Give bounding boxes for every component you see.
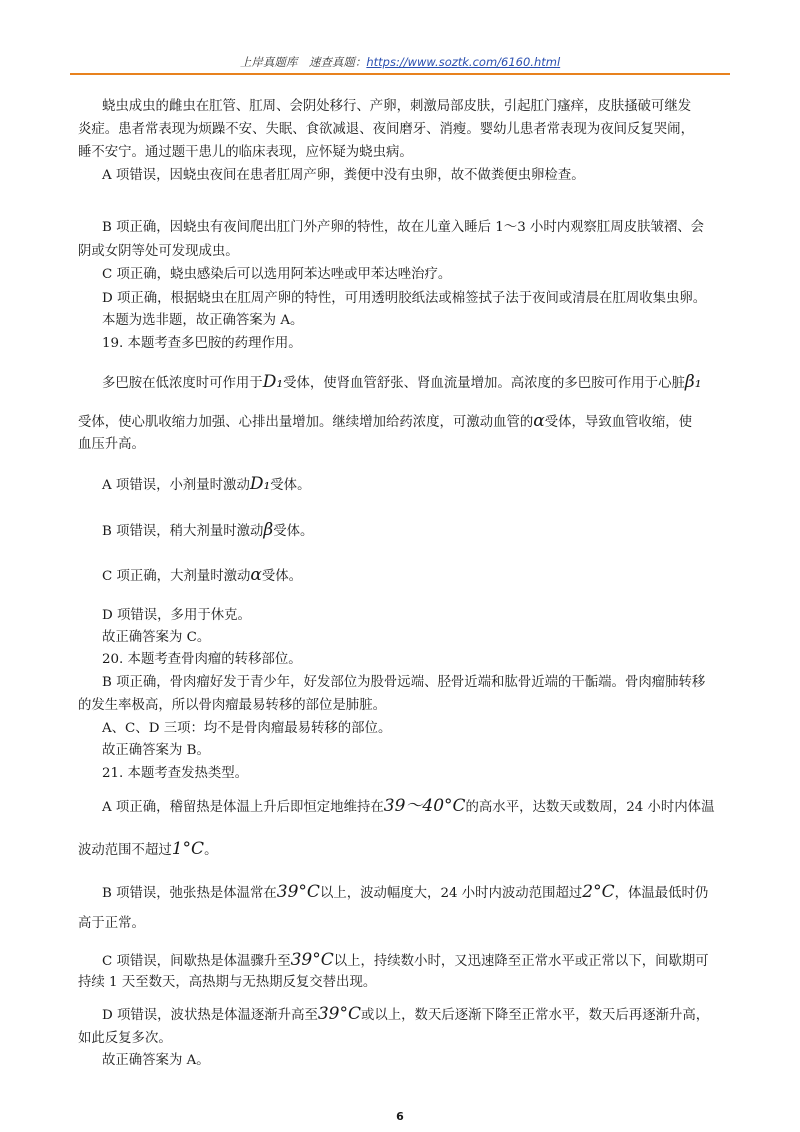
math-2c: 2°C bbox=[582, 882, 615, 902]
option-line: 持续 1 天至数天，高热期与无热期反复交替出现。 bbox=[78, 975, 377, 990]
question-heading: 19. 本题考查多巴胺的药理作用。 bbox=[102, 336, 302, 351]
answer-line: 故正确答案为 C。 bbox=[102, 630, 211, 645]
paragraph-line: 蛲虫成虫的雌虫在肛管、肛周、会阴处移行、产卵，刺激局部皮肤，引起肛门瘙痒，皮肤搔破可继发 bbox=[102, 99, 692, 114]
answer-line: 故正确答案为 B。 bbox=[102, 743, 210, 758]
page-number: 6 bbox=[396, 1110, 404, 1123]
option-line: D 项错误，波状热是体温逐渐升高至39°C或以上，数天后逐渐下降至正常水平，数天后再逐渐升高， bbox=[102, 1004, 710, 1024]
option-line: 高于正常。 bbox=[78, 916, 145, 931]
math-39c: 39°C bbox=[317, 1004, 361, 1024]
option-line: C 项正确，大剂量时激动α受体。 bbox=[102, 565, 303, 585]
option-line: 的发生率极高，所以骨肉瘤最易转移的部位是肺脏。 bbox=[78, 698, 386, 713]
math-d1: D₁ bbox=[249, 474, 271, 494]
option-line: B 项错误，弛张热是体温常在39°C以上，波动幅度大，24 小时内波动范围超过2°C，体温最低时仍 bbox=[102, 882, 709, 902]
option-line: C 项错误，间歇热是体温骤升至39°C以上，持续数小时，又迅速降至正常水平或正常以下，间歇期可 bbox=[102, 950, 709, 970]
math-range: 39～40°C bbox=[383, 796, 466, 816]
math-alpha: α bbox=[250, 565, 262, 585]
page-header bbox=[70, 54, 730, 70]
math-beta: β bbox=[263, 520, 274, 540]
math-39c: 39°C bbox=[290, 950, 334, 970]
option-line: B 项错误，稍大剂量时激动β受体。 bbox=[102, 520, 314, 540]
paragraph-line: 多巴胺在低浓度时可作用于D₁受体，使肾血管舒张、肾血流量增加。高浓度的多巴胺可作用于心脏β₁ bbox=[102, 372, 702, 392]
option-line: 波动范围不超过1°C。 bbox=[78, 839, 218, 859]
math-d1: D₁ bbox=[262, 372, 284, 392]
option-line: C 项正确，蛲虫感染后可以选用阿苯达唑或甲苯达唑治疗。 bbox=[102, 267, 452, 282]
option-line: A、C、D 三项：均不是骨肉瘤最易转移的部位。 bbox=[102, 721, 392, 736]
header-divider bbox=[70, 73, 730, 75]
option-line: 如此反复多次。 bbox=[78, 1031, 172, 1046]
option-line: D 项正确，根据蛲虫在肛周产卵的特性，可用透明胶纸法或棉签拭子法于夜间或清晨在肛周收集虫卵。 bbox=[102, 291, 707, 306]
question-heading: 21. 本题考查发热类型。 bbox=[102, 766, 249, 781]
paragraph-line: 受体，使心肌收缩力加强、心排出量增加。继续增加给药浓度，可激动血管的α受体，导致血管收缩，使 bbox=[78, 411, 693, 431]
header-text: 上岸真题库 速查真题： bbox=[239, 55, 367, 69]
math-39c: 39°C bbox=[276, 882, 320, 902]
math-alpha: α bbox=[533, 411, 545, 431]
option-line: A 项错误，因蛲虫夜间在患者肛周产卵，粪便中没有虫卵，故不做粪便虫卵检查。 bbox=[102, 168, 585, 183]
answer-line: 故正确答案为 A。 bbox=[102, 1053, 210, 1068]
math-one-c: 1°C bbox=[171, 839, 205, 859]
header-link[interactable]: https://www.soztk.com/6160.html bbox=[366, 55, 561, 69]
option-line: A 项错误，小剂量时激动D₁受体。 bbox=[102, 474, 311, 494]
option-line: B 项正确，因蛲虫有夜间爬出肛门外产卵的特性，故在儿童入睡后 1～3 小时内观察肛周皮肤皱褶、会 bbox=[102, 220, 705, 235]
math-beta1: β₁ bbox=[684, 372, 702, 392]
question-heading: 20. 本题考查骨肉瘤的转移部位。 bbox=[102, 652, 302, 667]
paragraph-line: 炎症。患者常表现为烦躁不安、失眠、食欲减退、夜间磨牙、消瘦。婴幼儿患者常表现为夜间反复哭闹， bbox=[78, 122, 694, 137]
option-line: D 项错误，多用于休克。 bbox=[102, 608, 251, 623]
option-line: A 项正确，稽留热是体温上升后即恒定地维持在39～40°C的高水平，达数天或数周，24 小时内体温 bbox=[102, 796, 715, 816]
answer-line: 本题为选非题，故正确答案为 A。 bbox=[102, 313, 304, 328]
paragraph-line: 血压升高。 bbox=[78, 437, 145, 452]
paragraph-line: 睡不安宁。通过题干患儿的临床表现，应怀疑为蛲虫病。 bbox=[78, 145, 413, 160]
option-line: 阴或女阴等处可发现成虫。 bbox=[78, 244, 239, 259]
option-line: B 项正确，骨肉瘤好发于青少年，好发部位为股骨远端、胫骨近端和肱骨近端的干骺端。骨肉瘤肺转移 bbox=[102, 675, 706, 690]
